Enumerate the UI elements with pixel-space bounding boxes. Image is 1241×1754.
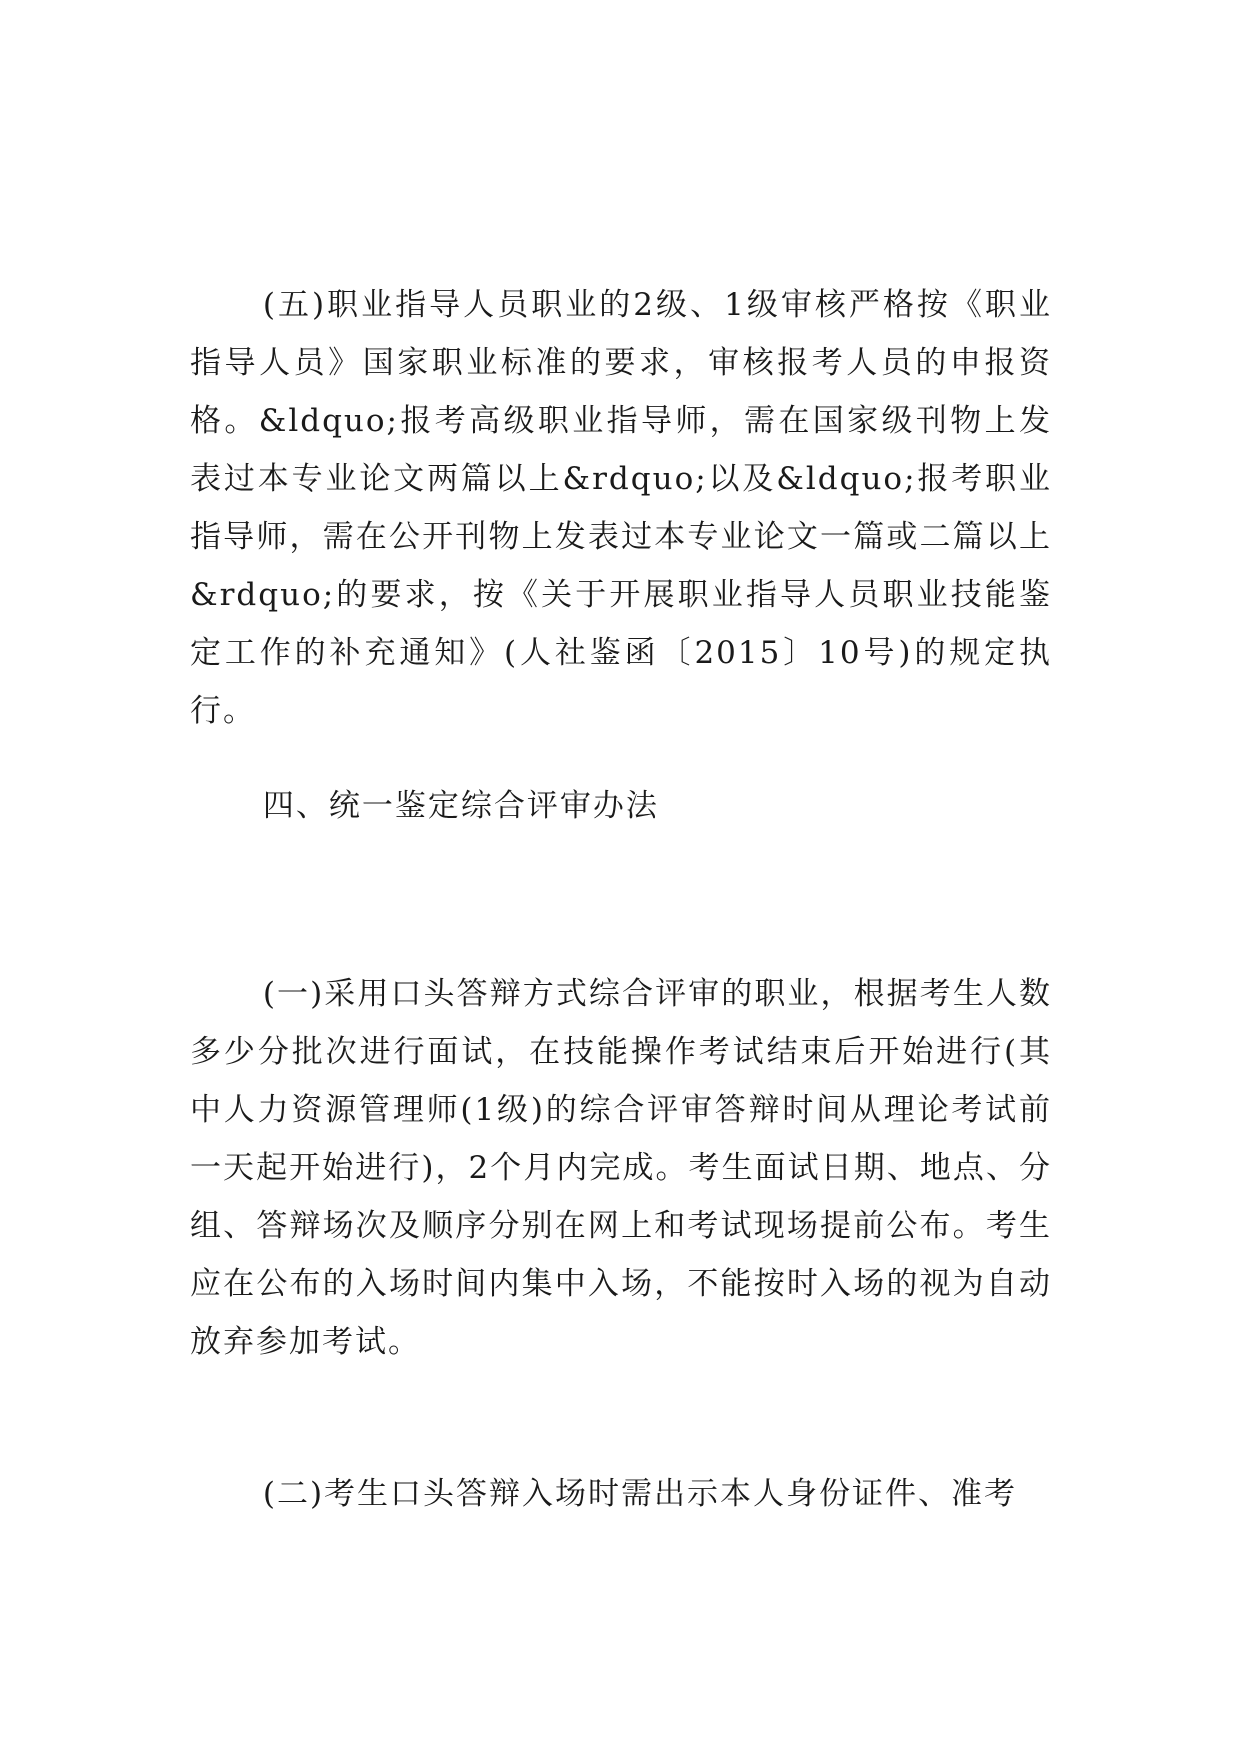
- paragraph-oral-defense: (一)采用口头答辩方式综合评审的职业，根据考生人数多少分批次进行面试，在技能操作考试结束后开始进行(其中人力资源管理师(1级)的综合评审答辩时间从理论考试前一天起开始进行)，2个月内完成。考生面试日期、地点、分组、答辩场次及顺序分别在网上和考试现场提前公布。考生应在公布的入场时间内集中入场，不能按时入场的视为自动放弃参加考试。: [190, 976, 1052, 1360]
- paragraph-qualification-review: (五)职业指导人员职业的2级、1级审核严格按《职业指导人员》国家职业标准的要求，审核报考人员的申报资格。&ldquo;报考高级职业指导师，需在国家级刊物上发表过本专业论文两篇以上&rdquo;以及&ldquo;报考职业指导师，需在公开刊物上发表过本专业论文一篇或二篇以上&rdquo;的要求，按《关于开展职业指导人员职业技能鉴定工作的补充通知》(人社鉴函〔2015〕10号)的规定执行。: [190, 287, 1052, 729]
- paragraph-admission-documents: (二)考生口头答辩入场时需出示本人身份证件、准考: [262, 1476, 1018, 1512]
- section-heading-evaluation-method: 四、统一鉴定综合评审办法: [262, 788, 659, 824]
